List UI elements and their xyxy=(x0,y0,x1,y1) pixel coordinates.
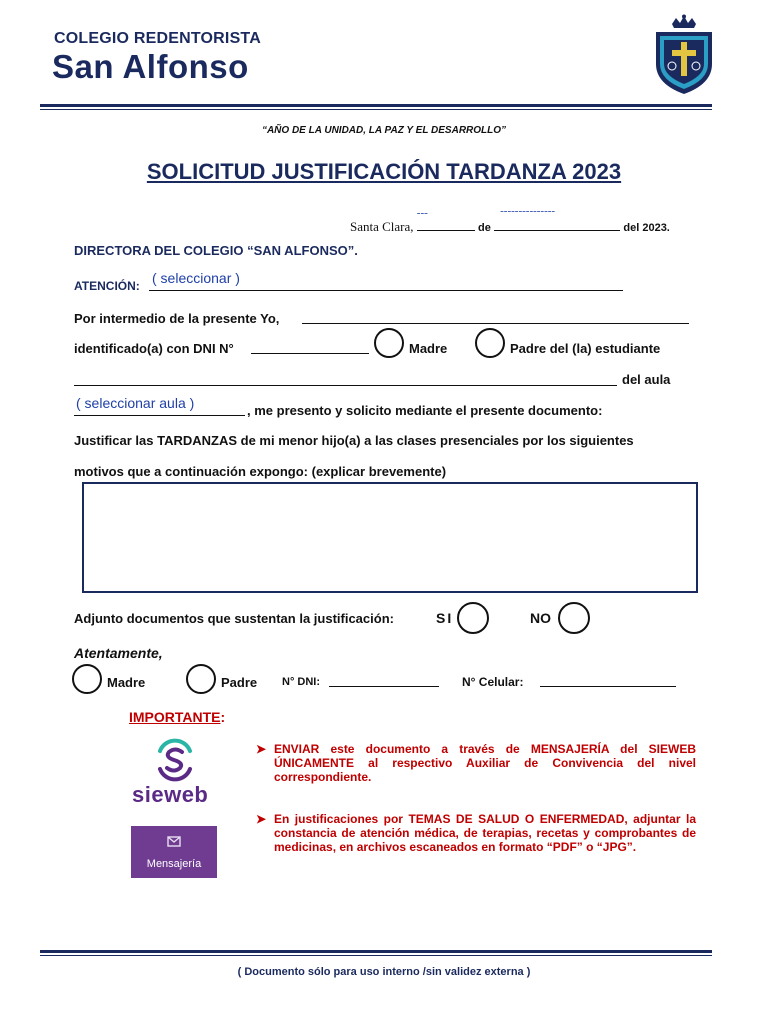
mensajeria-label: Mensajería xyxy=(146,858,202,870)
important-colon: : xyxy=(220,709,226,725)
page-title: SOLICITUD JUSTIFICACIÓN TARDANZA 2023 xyxy=(146,159,622,184)
bullet-1-text: ENVIAR este documento a través de MENSAJERÍA del SIEWEB ÚNICAMENTE al respectivo Auxiliar de Convivencia del nivel correspondiente. xyxy=(274,742,696,784)
signer-dni-field[interactable] xyxy=(329,686,439,687)
addressee: DIRECTORA DEL COLEGIO “SAN ALFONSO”. xyxy=(74,243,358,258)
signer-madre-radio[interactable] xyxy=(72,664,102,694)
attention-field[interactable] xyxy=(149,290,623,291)
header-divider-thin xyxy=(40,109,712,110)
attach-no-radio[interactable] xyxy=(558,602,590,634)
aula-label: del aula xyxy=(622,372,671,387)
attention-select[interactable]: ( seleccionar ) xyxy=(152,270,240,286)
student-name-field[interactable] xyxy=(74,385,617,386)
signer-cel-label: N° Celular: xyxy=(462,675,524,689)
sieweb-logo-icon xyxy=(152,737,198,783)
madre-label: Madre xyxy=(409,341,448,356)
motto: “AÑO DE LA UNIDAD, LA PAZ Y EL DESARROLLO” xyxy=(261,125,507,136)
attach-si-label: SI xyxy=(436,610,454,626)
dni-field[interactable] xyxy=(251,353,369,354)
attach-label: Adjunto documentos que sustentan la justificación: xyxy=(74,611,394,626)
date-de: de xyxy=(478,222,491,234)
explanation-textarea[interactable] xyxy=(82,482,698,593)
important-bullet-2 xyxy=(256,812,696,854)
paragraph-line-1: Justificar las TARDANZAS de mi menor hijo(a) a las clases presenciales por los siguientes xyxy=(74,433,634,448)
aula-select[interactable]: ( seleccionar aula ) xyxy=(76,395,195,411)
madre-radio[interactable] xyxy=(374,328,404,358)
month-field[interactable] xyxy=(494,205,620,231)
padre-estudiante-label: Padre del (la) estudiante xyxy=(510,341,661,356)
signer-madre-label: Madre xyxy=(107,675,146,690)
parent-name-field[interactable] xyxy=(302,323,689,324)
signer-padre-radio[interactable] xyxy=(186,664,216,694)
footer-divider xyxy=(40,950,712,953)
closing-text: Atentamente, xyxy=(74,645,163,661)
school-name-big: San Alfonso xyxy=(52,48,249,85)
header-divider xyxy=(40,104,712,107)
date-place: Santa Clara, xyxy=(350,219,414,234)
school-crest-icon xyxy=(650,14,718,96)
aula-field[interactable] xyxy=(74,415,245,416)
attach-si-radio[interactable] xyxy=(457,602,489,634)
padre-radio[interactable] xyxy=(475,328,505,358)
attach-no-label: NO xyxy=(530,610,551,626)
footer-note: ( Documento sólo para uso interno /sin validez externa ) xyxy=(237,966,531,978)
sieweb-logo-text: sieweb xyxy=(132,782,209,807)
paragraph-line-2: motivos que a continuación expongo: (explicar brevemente) xyxy=(74,464,447,479)
date-year: del 2023. xyxy=(623,222,670,234)
school-name-small: COLEGIO REDENTORISTA xyxy=(54,30,261,47)
dni-label: identificado(a) con DNI N° xyxy=(74,341,234,356)
month-value: --------------- xyxy=(500,205,556,217)
date-line xyxy=(350,205,670,235)
important-bullet-1 xyxy=(256,742,696,784)
day-value: --- xyxy=(416,207,428,219)
footer-divider-thin xyxy=(40,955,712,956)
bullet-2-text: En justificaciones por TEMAS DE SALUD O ENFERMEDAD, adjuntar la constancia de atención médica, de terapias, recetas y comprobantes de medicinas, en archivos escaneados en formato “PDF” o “JPG”. xyxy=(274,812,696,854)
arrow-bullet-icon: ➤ xyxy=(256,742,267,756)
mail-icon xyxy=(167,834,181,848)
intro-label: Por intermedio de la presente Yo, xyxy=(74,311,280,326)
aula-rest-text: , me presento y solicito mediante el presente documento: xyxy=(247,403,603,418)
signer-dni-label: N° DNI: xyxy=(282,676,321,688)
arrow-bullet-icon: ➤ xyxy=(256,812,267,826)
mensajeria-button[interactable] xyxy=(131,826,217,878)
signer-padre-label: Padre xyxy=(221,675,258,690)
important-heading xyxy=(129,709,225,725)
day-field[interactable] xyxy=(416,207,475,231)
attention-label: ATENCIÓN: xyxy=(74,279,140,293)
important-label: IMPORTANTE xyxy=(129,709,221,725)
signer-cel-field[interactable] xyxy=(540,686,676,687)
